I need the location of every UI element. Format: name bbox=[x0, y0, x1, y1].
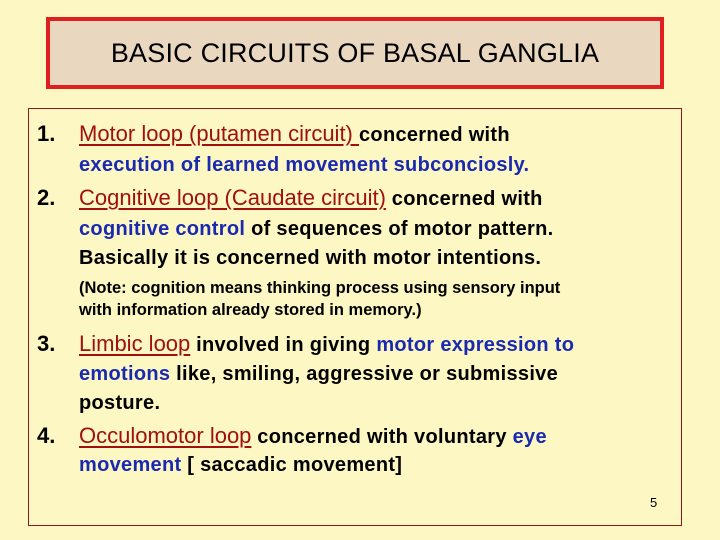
item-2-line2-blue: cognitive control bbox=[79, 218, 246, 240]
item-2-number: 2. bbox=[37, 185, 56, 210]
item-4-line1 bbox=[79, 423, 547, 449]
item-4-heading: Occulomotor loop bbox=[79, 423, 252, 448]
item-4-number: 4. bbox=[37, 423, 56, 448]
item-2-note-line2: with information already stored in memory.) bbox=[79, 301, 422, 319]
item-2-line2-rest: of sequences of motor pattern. bbox=[245, 218, 554, 240]
item-3-line2-blue: emotions bbox=[79, 363, 171, 385]
item-1-line1 bbox=[79, 121, 510, 147]
page-number: 5 bbox=[650, 495, 658, 510]
item-2-line1 bbox=[79, 185, 543, 211]
item-3-rest: involved in giving bbox=[190, 334, 377, 356]
item-2-line3: Basically it is concerned with motor intentions. bbox=[79, 247, 542, 269]
item-4-rest: concerned with voluntary bbox=[251, 426, 513, 448]
item-2-line2 bbox=[79, 218, 553, 241]
item-4-line2-rest: [ saccadic movement] bbox=[181, 454, 403, 476]
item-4-line1-blue: eye bbox=[512, 426, 547, 448]
item-3-heading: Limbic loop bbox=[79, 331, 191, 356]
item-2-rest: concerned with bbox=[385, 188, 543, 210]
item-2-note-line1: (Note: cognition means thinking process using sensory input bbox=[79, 279, 561, 297]
item-3-line2-rest: like, smiling, aggressive or submissive bbox=[170, 363, 559, 385]
item-2-heading: Cognitive loop (Caudate circuit) bbox=[79, 185, 386, 210]
item-1-number: 1. bbox=[37, 121, 56, 146]
item-3-line3: posture. bbox=[79, 392, 161, 414]
item-4-line2 bbox=[79, 454, 402, 477]
item-3-line1-blue: motor expression to bbox=[376, 334, 575, 356]
item-1-rest: concerned with bbox=[359, 124, 510, 146]
title-box bbox=[46, 17, 664, 89]
item-1-heading: Motor loop (putamen circuit) bbox=[79, 121, 359, 146]
item-3-line1 bbox=[79, 331, 574, 357]
slide-title: BASIC CIRCUITS OF BASAL GANGLIA bbox=[110, 37, 600, 68]
item-3-number: 3. bbox=[37, 331, 56, 356]
item-3-line2 bbox=[79, 363, 558, 386]
item-4-line2-blue: movement bbox=[79, 454, 182, 476]
item-1-line2: execution of learned movement subconciosly. bbox=[79, 154, 530, 176]
